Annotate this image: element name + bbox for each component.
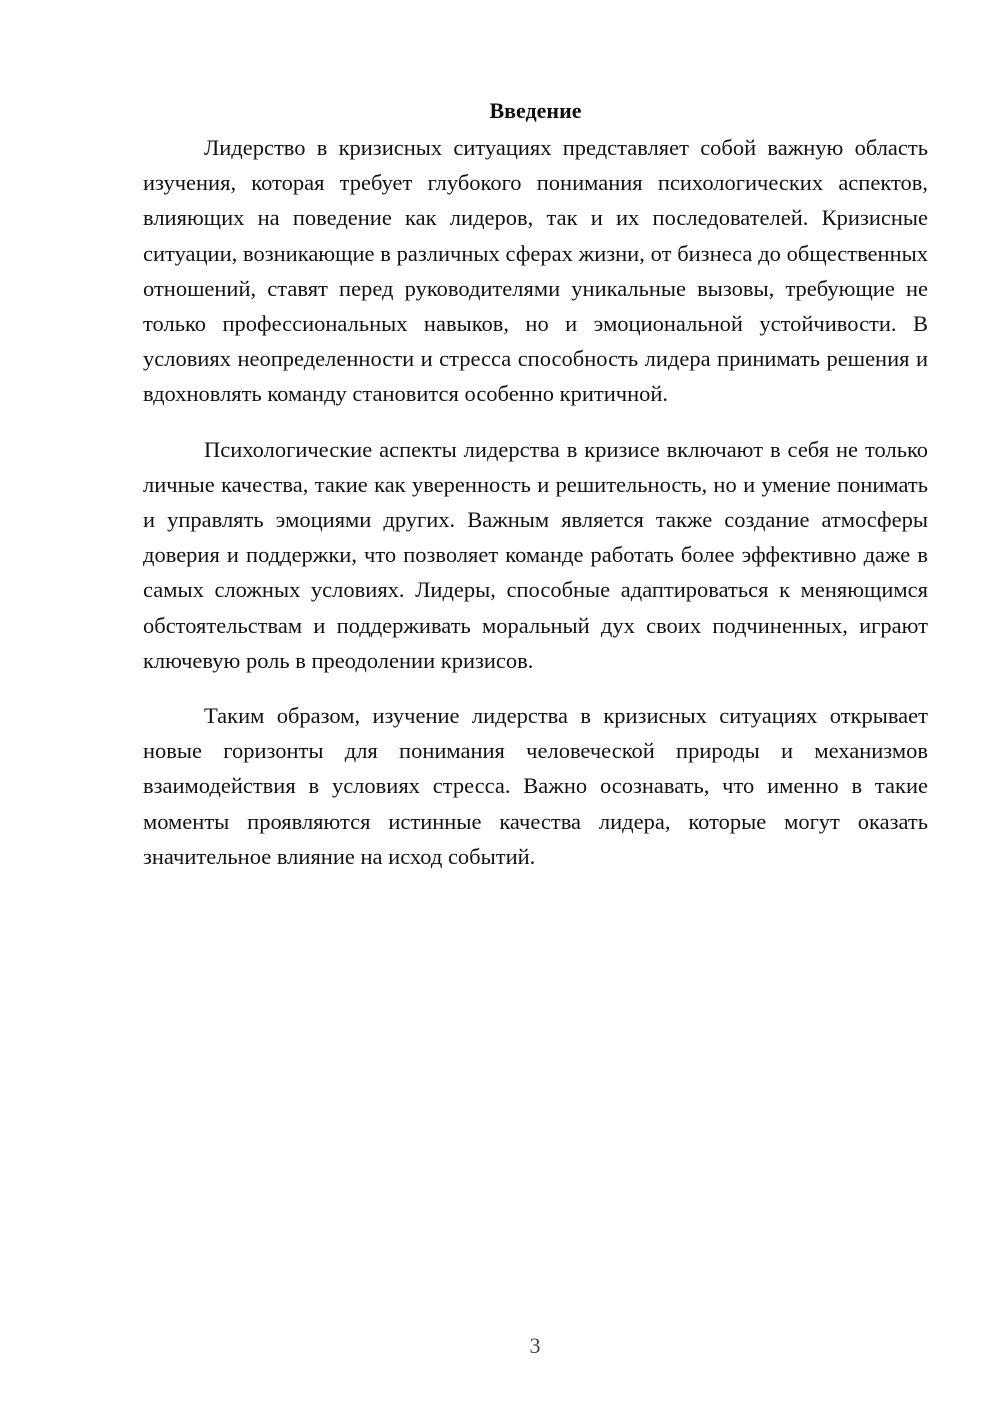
page-number: 3 xyxy=(529,1333,541,1358)
section-title: Введение xyxy=(489,98,582,123)
paragraph-2: Психологические аспекты лидерства в кризисе включают в себя не только личные качества, такие как уверенность и решительность, но и умение понимать и управлять эмоциями других. Важным является также создание атмосферы доверия и поддержки, что позволяет команде работать более эффективно даже в самых сложных условиях. Лидеры, способные адаптироваться к меняющимся обстоятельствам и поддерживать моральный дух своих подчиненных, играют ключевую роль в преодолении кризисов. xyxy=(143,436,928,673)
paragraph-1: Лидерство в кризисных ситуациях представляет собой важную область изучения, которая требует глубокого понимания психологических аспектов, влияющих на поведение как лидеров, так и их последователей. Кризисные ситуации, возникающие в различных сферах жизни, от бизнеса до общественных отношений, ставят перед руководителями уникальные вызовы, требующие не только профессиональных навыков, но и эмоциональной устойчивости. В условиях неопределенности и стресса способность лидера принимать решения и вдохновлять команду становится особенно критичной. xyxy=(143,135,928,407)
page-content xyxy=(143,96,928,874)
paragraph-3: Таким образом, изучение лидерства в кризисных ситуациях открывает новые горизонты для понимания человеческой природы и механизмов взаимодействия в условиях стресса. Важно осознавать, что именно в такие моменты проявляются истинные качества лидера, которые могут оказать значительное влияние на исход событий. xyxy=(143,703,928,869)
